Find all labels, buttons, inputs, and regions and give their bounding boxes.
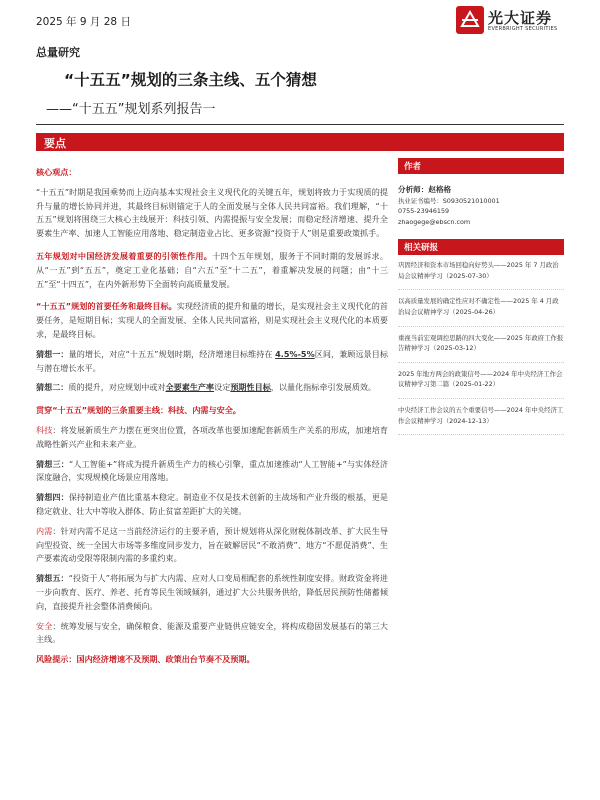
related-report-item[interactable]: 2025 年地方两会的政策信号——2024 年中央经济工作会议精神学习第二篇（2025-01-22） [398,369,564,399]
risk-warning: 风险提示：国内经济增速不及预期、政策出台节奏不及预期。 [36,654,255,665]
analyst-name: 分析师：赵格格 [398,185,452,194]
license-number: 执业证书编号：S0930521010001 [398,197,500,205]
report-date: 2025 年 9 月 28 日 [36,16,131,28]
tech-line: 科技：将发展新质生产力摆在更突出位置，各项改革也要加速配套新质生产关系的形成，加速培育战略性新兴产业和未来产业。 [36,424,388,449]
related-report-item[interactable]: 巩固经济和资本市场回稳向好势头——2025 年 7 月政治局会议精神学习（2025-07-30） [398,260,564,290]
guess-four: 猜想四：保持制造业产值比重基本稳定。制造业不仅是技术创新的主战场和产业升级的根基，更是稳定就业、壮大中等收入群体、防止贫富差距扩大的关键。 [36,492,388,516]
growth-range: 4.5%-5% [275,348,315,359]
core-view-body: “十五五”时期是我国乘势而上迈向基本实现社会主义现代化的关键五年，规划将致力于实现质的提升与量的增长协同并进，其最终目标则锚定于人的全面发展与全体人民共同富裕。我们理解，“十五五”规划将围绕三大核心主线展开：科技引领、内需提振与安全发展；而稳定经济增速、提升全要素生产率、加速人工智能应用落地、稳定制造业占比、更多资源“投资于人”则是重要政策抓手。 [36,186,388,239]
demand-line: 内需：针对内需不足这一当前经济运行的主要矛盾，预计规划将从深化财税体制改革、扩大民生导向型投资、统一全国大市场等多维度同步发力，旨在破解居民“不敢消费”、地方“不愿促消费”、生产要素流动受限等限制内需的多重约束。 [36,525,388,564]
core-view-title: 核心观点： [36,167,77,177]
key-points-label: 要点 [44,137,66,150]
logo-subtext: EVERBRIGHT SECURITIES [488,26,558,32]
author-header: 作者 [398,158,564,174]
company-logo [456,6,574,36]
related-reports-header: 相关研报 [398,239,564,255]
email-link[interactable]: zhaogege@ebscn.com [398,217,471,226]
report-subtitle: ——“十五五”规划系列报告一 [46,102,216,117]
paragraph-primary-task: “十五五”规划的首要任务和最终目标。实现经济质的提升和量的增长，是实现社会主义现代化的首要任务，是短期目标；实现人的全面发展、全体人民共同富裕，则是实现社会主义现代化的本质要求，是最终目标。 [36,301,388,339]
related-report-item[interactable]: 重视当前宏观调控思路的四大变化——2025 年政府工作报告精神学习（2025-03-12） [398,333,564,363]
report-title: “十五五”规划的三条主线、五个猜想 [64,71,317,89]
paragraph-five-year-plan: 五年规划对中国经济发展着重要的引领性作用。十四个五年规划，服务于不同时期的发展诉求。从“一五”到“五五”，奠定工业化基础；自“六五”至“十二五”，着重解决发展的问题；由“十三五”至“十四五”，在内外新形势下全面转向高质量发展。 [36,250,388,289]
sidebar [398,158,564,441]
related-report-item[interactable]: 以高质量发展的确定性应对不确定性——2025 年 4 月政治局会议精神学习（2025-04-26） [398,296,564,326]
guess-two: 猜想二：质的提升，对应规划中或对全要素生产率设定预期性目标，以量化指标牵引发展质效。 [36,382,377,393]
phone-number: 0755-23946159 [398,207,450,216]
guess-three: 猜想三：“人工智能+”将成为提升新质生产力的核心引擎，重点加速推动“人工智能+”与实体经济深度融合，实现规模化场景应用落地。 [36,458,388,483]
security-line: 安全：统筹发展与安全，确保粮食、能源及重要产业链供应链安全，将构成稳固发展基石的第三大主线。 [36,620,388,645]
report-type: 总量研究 [36,46,80,59]
everbright-logo-icon [456,6,484,34]
logo-text: 光大证券 [488,9,553,27]
guess-five: 猜想五：“投资于人”将拓展为与扩大内需、应对人口变局相配套的系统性制度安排。财政资金将进一步向教育、医疗、养老、托育等民生领域倾斜，通过扩大公共服务供给，降低居民预防性储蓄倾向，直接提升社会整体消费倾向。 [36,573,388,611]
related-report-item[interactable]: 中央经济工作会议的五个重要信号——2024 年中央经济工作会议精神学习（2024-12-13） [398,405,564,435]
guess-one: 猜想一：量的增长，对应“十五五”规划时期，经济增速目标维持在 4.5%-5%区间，兼顾远景目标与潜在增长水平。 [36,348,388,373]
divider [36,124,564,125]
key-points-body [36,166,388,667]
key-points-header [36,133,564,151]
three-main-lines: 贯穿“十五五”规划的三条重要主线：科技、内需与安全。 [36,405,241,416]
